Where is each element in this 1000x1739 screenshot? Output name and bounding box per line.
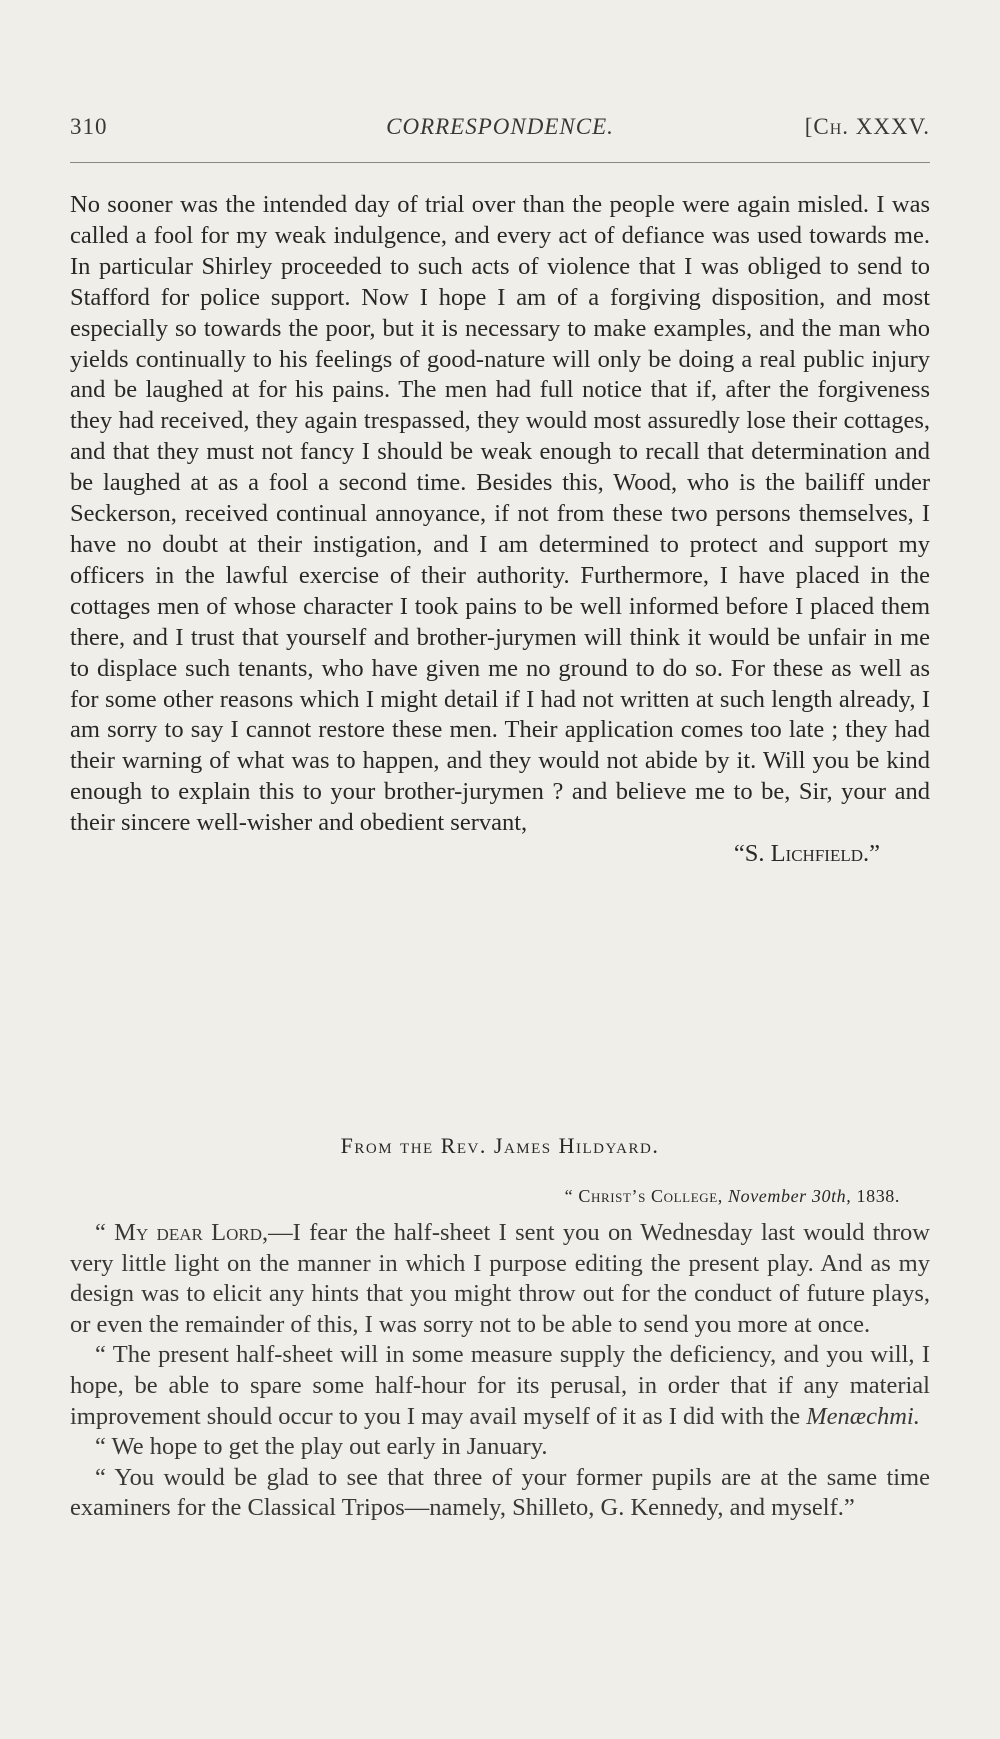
letter-two-heading: From the Rev. James Hildyard.: [340, 1133, 660, 1158]
dateline-year: 1838.: [856, 1186, 900, 1206]
header-rule: [70, 162, 930, 163]
letter-two-paragraph-3: “ We hope to get the play out early in January.: [95, 1433, 548, 1461]
letter-one-signature: “S. Lichfield.”: [733, 840, 880, 868]
chapter-label: [Ch. XXXV.: [804, 114, 930, 139]
paragraph-2-italic: Menæchmi.: [806, 1402, 920, 1430]
dateline-place: “ Christ’s College,: [564, 1186, 723, 1206]
dateline-month: November 30th,: [728, 1186, 852, 1206]
letter-one: [70, 190, 930, 870]
letter-two-body: [70, 1218, 930, 1524]
running-head: [70, 110, 930, 150]
letter-two-paragraph-1: [70, 1218, 930, 1340]
letter-one-body: No sooner was the intended day of trial over than the people were again misled. I was called a fool for my weak indulgence, and every act of defiance was used towards me. In particular Shirley proceeded to such acts of violence that I was obliged to send to Stafford for police support. Now I hope I am of a forgiving disposition, and most especially so towards the poor, but it is necessary to make examples, and the man who yields continually to his feelings of good-nature will only be doing a real public injury and be laughed at for his pains. The men had full notice that if, after the forgiveness they had received, they again trespassed, they would most assuredly lose their cottages, and that they must not fancy I should be weak enough to recall that determination and be laughed at as a fool a second time. Besides this, Wood, who is the bailiff under Seckerson, received continual annoyance, if not from these two persons themselves, I have no doubt at their instigation, and I am determined to protect and support my officers in the lawful exercise of their authority. Furthermore, I have placed in the cottages men of whose character I took pains to be well informed before I placed them there, and I trust that yourself and brother-jurymen will think it would be unfair in me to displace such tenants, who have given me no ground to do so. For these as well as for some other reasons which I might detail if I had not written at such length already, I am sorry to say I cannot restore these men. Their application comes too late ; they had their warning of what was to happen, and they would not abide by it. Will you be kind enough to explain this to your brother-jurymen ? and believe me to be, Sir, your and their sincere well-wisher and obedient servant,: [70, 191, 930, 837]
letter-two-paragraph-2: [70, 1340, 930, 1432]
paragraph-2-text: “ The present half-sheet will in some measure supply the deficiency, and you will, I hope, be able to spare some half-hour for its perusal, in order that if any material improvement should occur to you I may avail myself of it as I did with the: [70, 1341, 930, 1430]
letter-two-dateline: [565, 1186, 900, 1207]
paragraph-1-text: —I fear the half-sheet I sent you on Wednesday last would throw very little light on the manner in which I purpose editing the present play. And as my design was to elicit any hints that you might throw out for the conduct of future plays, or even the remainder of this, I was sorry not to be able to send you more at once.: [70, 1219, 930, 1338]
salutation: “ My dear Lord,: [95, 1219, 269, 1246]
letter-two-paragraph-4: “ You would be glad to see that three of your former pupils are at the same time examiners for the Classical Tripos—namely, Shilleto, G. Kennedy, and myself.”: [70, 1463, 930, 1522]
running-title: CORRESPONDENCE.: [386, 114, 614, 139]
page-number: 310: [70, 114, 108, 139]
book-page: [70, 110, 930, 1522]
